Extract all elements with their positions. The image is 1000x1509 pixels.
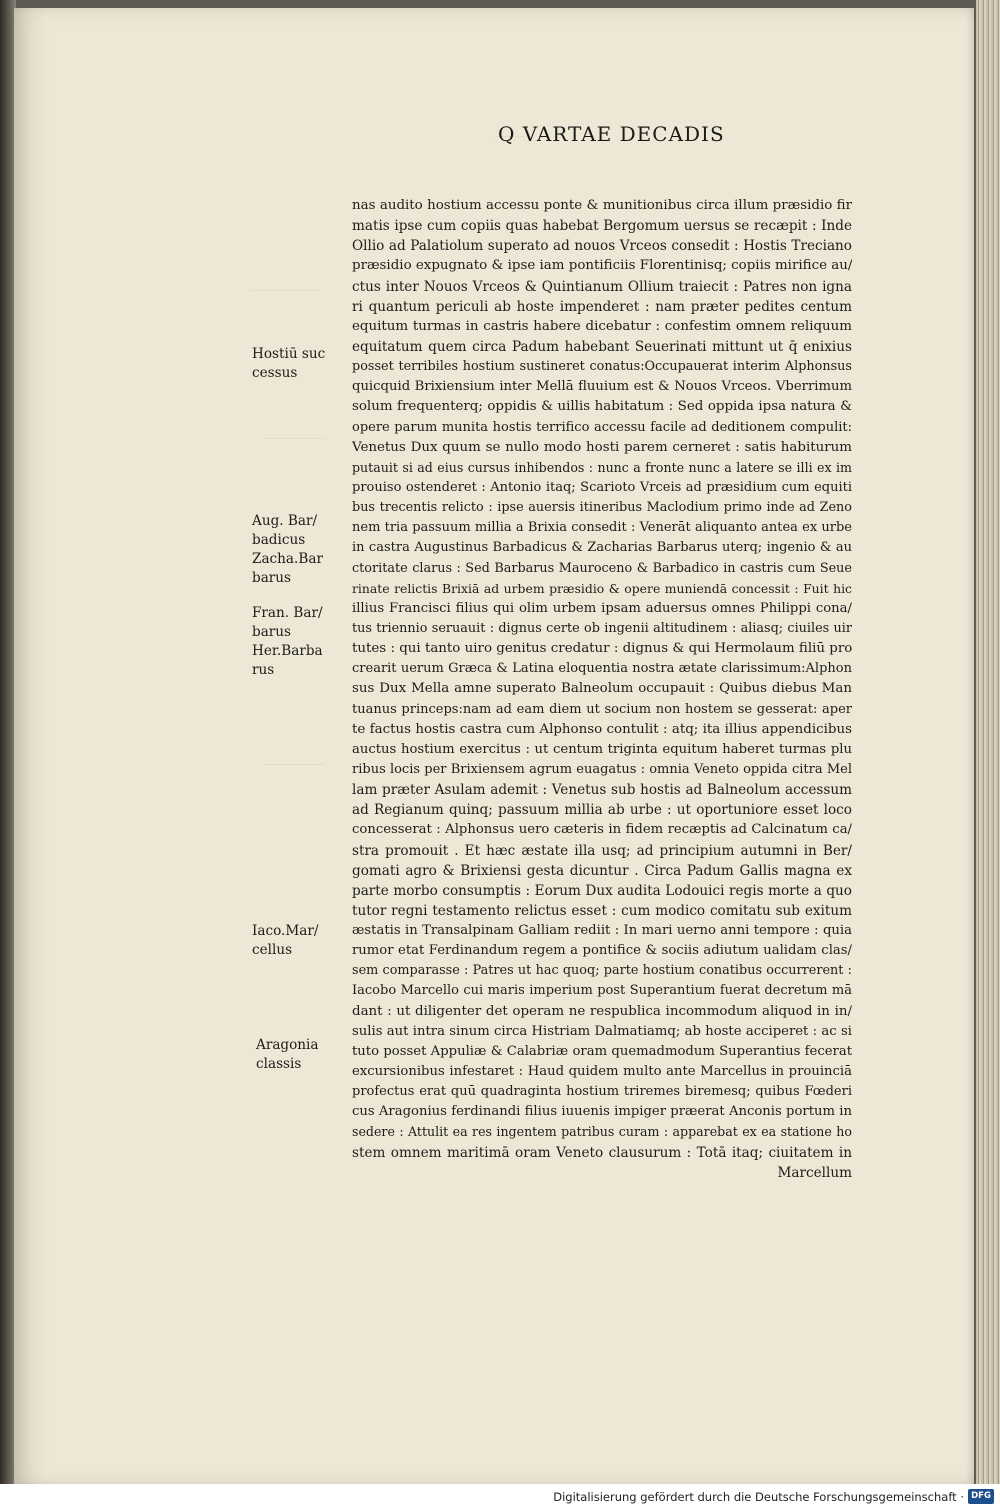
text-line: concesserat : Alphonsus uero cæteris in fidem recæptis ad Calcinatum ca/ xyxy=(352,822,852,838)
text-line: rinate relictis Brixiā ad urbem præsidio & opere muniendā concessit : Fuit hic xyxy=(352,580,852,596)
marginal-line: Aragonia xyxy=(256,1037,319,1053)
marginal-line: cellus xyxy=(252,942,293,958)
text-line: cus Aragonius ferdinandi filius iuuenis impiger præerat Anconis portum in xyxy=(352,1104,852,1120)
text-line: excursionibus infestaret : Haud quidem multo ante Marcellus in prouinciā xyxy=(352,1064,852,1080)
text-line: quicquid Brixiensium inter Mellā fluuium est & Nouos Vrceos. Vberrimum xyxy=(352,379,852,395)
text-line: æstatis in Transalpinam Galliam rediit : In mari uerno anni tempore : quia xyxy=(352,923,852,939)
show-through-ghost xyxy=(250,290,320,351)
text-line: posset terribiles hostium sustineret conatus:Occupauerat interim Alphonsus xyxy=(352,359,852,375)
text-line: tuanus princeps:nam ad eam diem ut socium non hostem se gesserat: aper xyxy=(352,701,852,717)
marginal-note-fran-her-barbarus xyxy=(252,604,323,680)
text-line: ribus locis per Brixiensem agrum euagatus : omnia Veneto oppida citra Mel xyxy=(352,761,852,777)
marginal-line: badicus xyxy=(252,532,306,548)
dfg-logo: DFG xyxy=(968,1489,994,1504)
text-line: matis ipse cum copiis quas habebat Bergomum uersus se recæpit : Inde xyxy=(352,218,852,235)
text-line: equitum turmas in castris habere dicebatur : confestim omnem reliquum xyxy=(352,318,852,334)
text-line: præsidio expugnato & ipse iam pontificiis Florentinisq; copiis mirifice au/ xyxy=(352,258,852,274)
text-line: bus trecentis relicto : ipse auersis itineribus Maclodium primo inde ad Zeno xyxy=(352,500,852,516)
text-line: gomati agro & Brixiensi gesta dicuntur . Circa Padum Gallis magna ex xyxy=(352,862,852,879)
text-line: prouiso ostenderet : Antonio itaq; Scarioto Vrceis ad præsidium cum equiti xyxy=(352,479,852,495)
text-line: parte morbo consumptis : Eorum Dux audita Lodouici regis morte a quo xyxy=(352,882,852,899)
text-line: sedere : Attulit ea res ingentem patribus curam : apparebat ex ea statione ho xyxy=(352,1124,852,1140)
marginal-line: Aug. Bar/ xyxy=(252,513,318,529)
main-text-block xyxy=(352,196,852,1183)
text-line: dant : ut diligenter det operam ne respublica incommodum aliquod in in/ xyxy=(352,1003,852,1019)
text-line: in castra Augustinus Barbadicus & Zacharias Barbarus uterq; ingenio & au xyxy=(352,540,852,556)
digitization-footer xyxy=(0,1484,1000,1509)
text-line: putauit si ad eius cursus inhibendos : nunc a fronte nunc a latere se illi ex im xyxy=(352,459,852,475)
text-line: Ollio ad Palatiolum superato ad nouos Vrceos consedit : Hostis Treciano xyxy=(352,238,852,255)
marginal-line: classis xyxy=(256,1056,302,1072)
text-line: equitatum quem circa Padum habebant Seuerinati mittunt ut q̄ enixius xyxy=(352,338,852,355)
text-line: rumor etat Ferdinandum regem a pontifice & sociis adiutum ualidam clas/ xyxy=(352,943,852,959)
show-through-ghost xyxy=(264,764,324,885)
marginal-line: barus xyxy=(252,570,292,586)
text-line: solum frequenterq; oppidis & uillis habitatum : Sed oppida ipsa natura & xyxy=(352,399,852,415)
text-line: ad Regianum quinq; passuum millia ab urbe : ut oportuniore esset loco xyxy=(352,802,852,819)
text-line: stra promouit . Et hæc æstate illa usq; ad principium autumni in Ber/ xyxy=(352,842,852,859)
page-fore-edge xyxy=(976,0,1000,1509)
text-line: lam præter Asulam ademit : Venetus sub hostis ad Balneolum accessum xyxy=(352,782,852,799)
text-line: Venetus Dux quum se nullo modo hosti parem cerneret : satis habiturum xyxy=(352,439,852,455)
running-head: Q VARTAE DECADIS xyxy=(498,122,725,146)
text-line: tuto posset Appuliæ & Calabriæ oram quemadmodum Superantius fecerat xyxy=(352,1043,852,1059)
marginal-line: Zacha.Bar xyxy=(252,551,323,567)
text-line: stem omnem maritimā oram Veneto clausurum : Totā itaq; ciuitatem in xyxy=(352,1144,852,1161)
show-through-ghost xyxy=(264,438,324,499)
text-line: Iacobo Marcello cui maris imperium post Superantium fuerat decretum mā xyxy=(352,983,852,999)
text-line: nas audito hostium accessu ponte & munitionibus circa illum præsidio fir xyxy=(352,198,852,213)
text-line: ctoritate clarus : Sed Barbarus Mauroceno & Barbadico in castris cum Seue xyxy=(352,560,852,576)
text-line: auctus hostium exercitus : ut centum triginta equitum haberet turmas plu xyxy=(352,741,852,757)
marginal-line: cessus xyxy=(252,365,298,381)
marginal-note-barbadicus-barbarus xyxy=(252,512,323,588)
marginal-line: Fran. Bar/ xyxy=(252,605,323,621)
marginal-line: Iaco.Mar/ xyxy=(252,923,319,939)
marginal-line: barus xyxy=(252,624,292,640)
marginal-line: rus xyxy=(252,662,275,678)
text-line: sulis aut intra sinum circa Histriam Dalmatiamq; ab hoste acciperet : ac si xyxy=(352,1023,852,1039)
text-line: nem tria passuum millia a Brixia consedit : Venerāt aliquanto antea ex urbe xyxy=(352,520,852,536)
text-line: profectus erat quū quadraginta hostium triremes biremesq; quibus Fœderi xyxy=(352,1084,852,1100)
text-line: illius Francisci filius qui olim urbem ipsam aduersus omnes Philippi cona/ xyxy=(352,600,852,616)
text-line: ri quantum periculi ab hoste impenderet : nam præter pedites centum xyxy=(352,298,852,315)
marginal-note-iaco-marcellus xyxy=(252,922,318,960)
text-line: tus triennio seruauit : dignus certe ob ingenii altitudinem : aliasq; ciuiles uir xyxy=(352,620,852,636)
text-line: crearit uerum Græca & Latina eloquentia nostra ætate clarissimum:Alphon xyxy=(352,661,852,677)
text-line: tutor regni testamento relictus esset : cum modico comitatu sub exitum xyxy=(352,902,852,919)
text-line: sus Dux Mella amne superato Balneolum occupauit : Quibus diebus Man xyxy=(352,681,852,697)
catchword: Marcellum xyxy=(777,1164,852,1181)
marginal-line: Her.Barba xyxy=(252,643,323,659)
text-line: tutes : qui tanto uiro genitus credatur : dignus & qui Hermolaum filiū pro xyxy=(352,641,852,657)
footer-credit-text: Digitalisierung gefördert durch die Deutsche Forschungsgemeinschaft · xyxy=(553,1490,964,1504)
text-line: sem comparasse : Patres ut hac quoq; parte hostium conatibus occurrerent : xyxy=(352,963,852,979)
text-line: ctus inter Nouos Vrceos & Quintianum Ollium traiecit : Patres non igna xyxy=(352,278,852,295)
text-line: opere parum munita hostis terrifico accessu facile ad deditionem compulit: xyxy=(352,419,852,435)
marginal-note-hostium-successus xyxy=(252,345,325,383)
text-line: te factus hostis castra cum Alphonso contulit : atq; ita illius appendicibus xyxy=(352,721,852,737)
marginal-line: Hostiū suc xyxy=(252,346,326,362)
marginal-note-aragonia-classis xyxy=(256,1036,319,1074)
